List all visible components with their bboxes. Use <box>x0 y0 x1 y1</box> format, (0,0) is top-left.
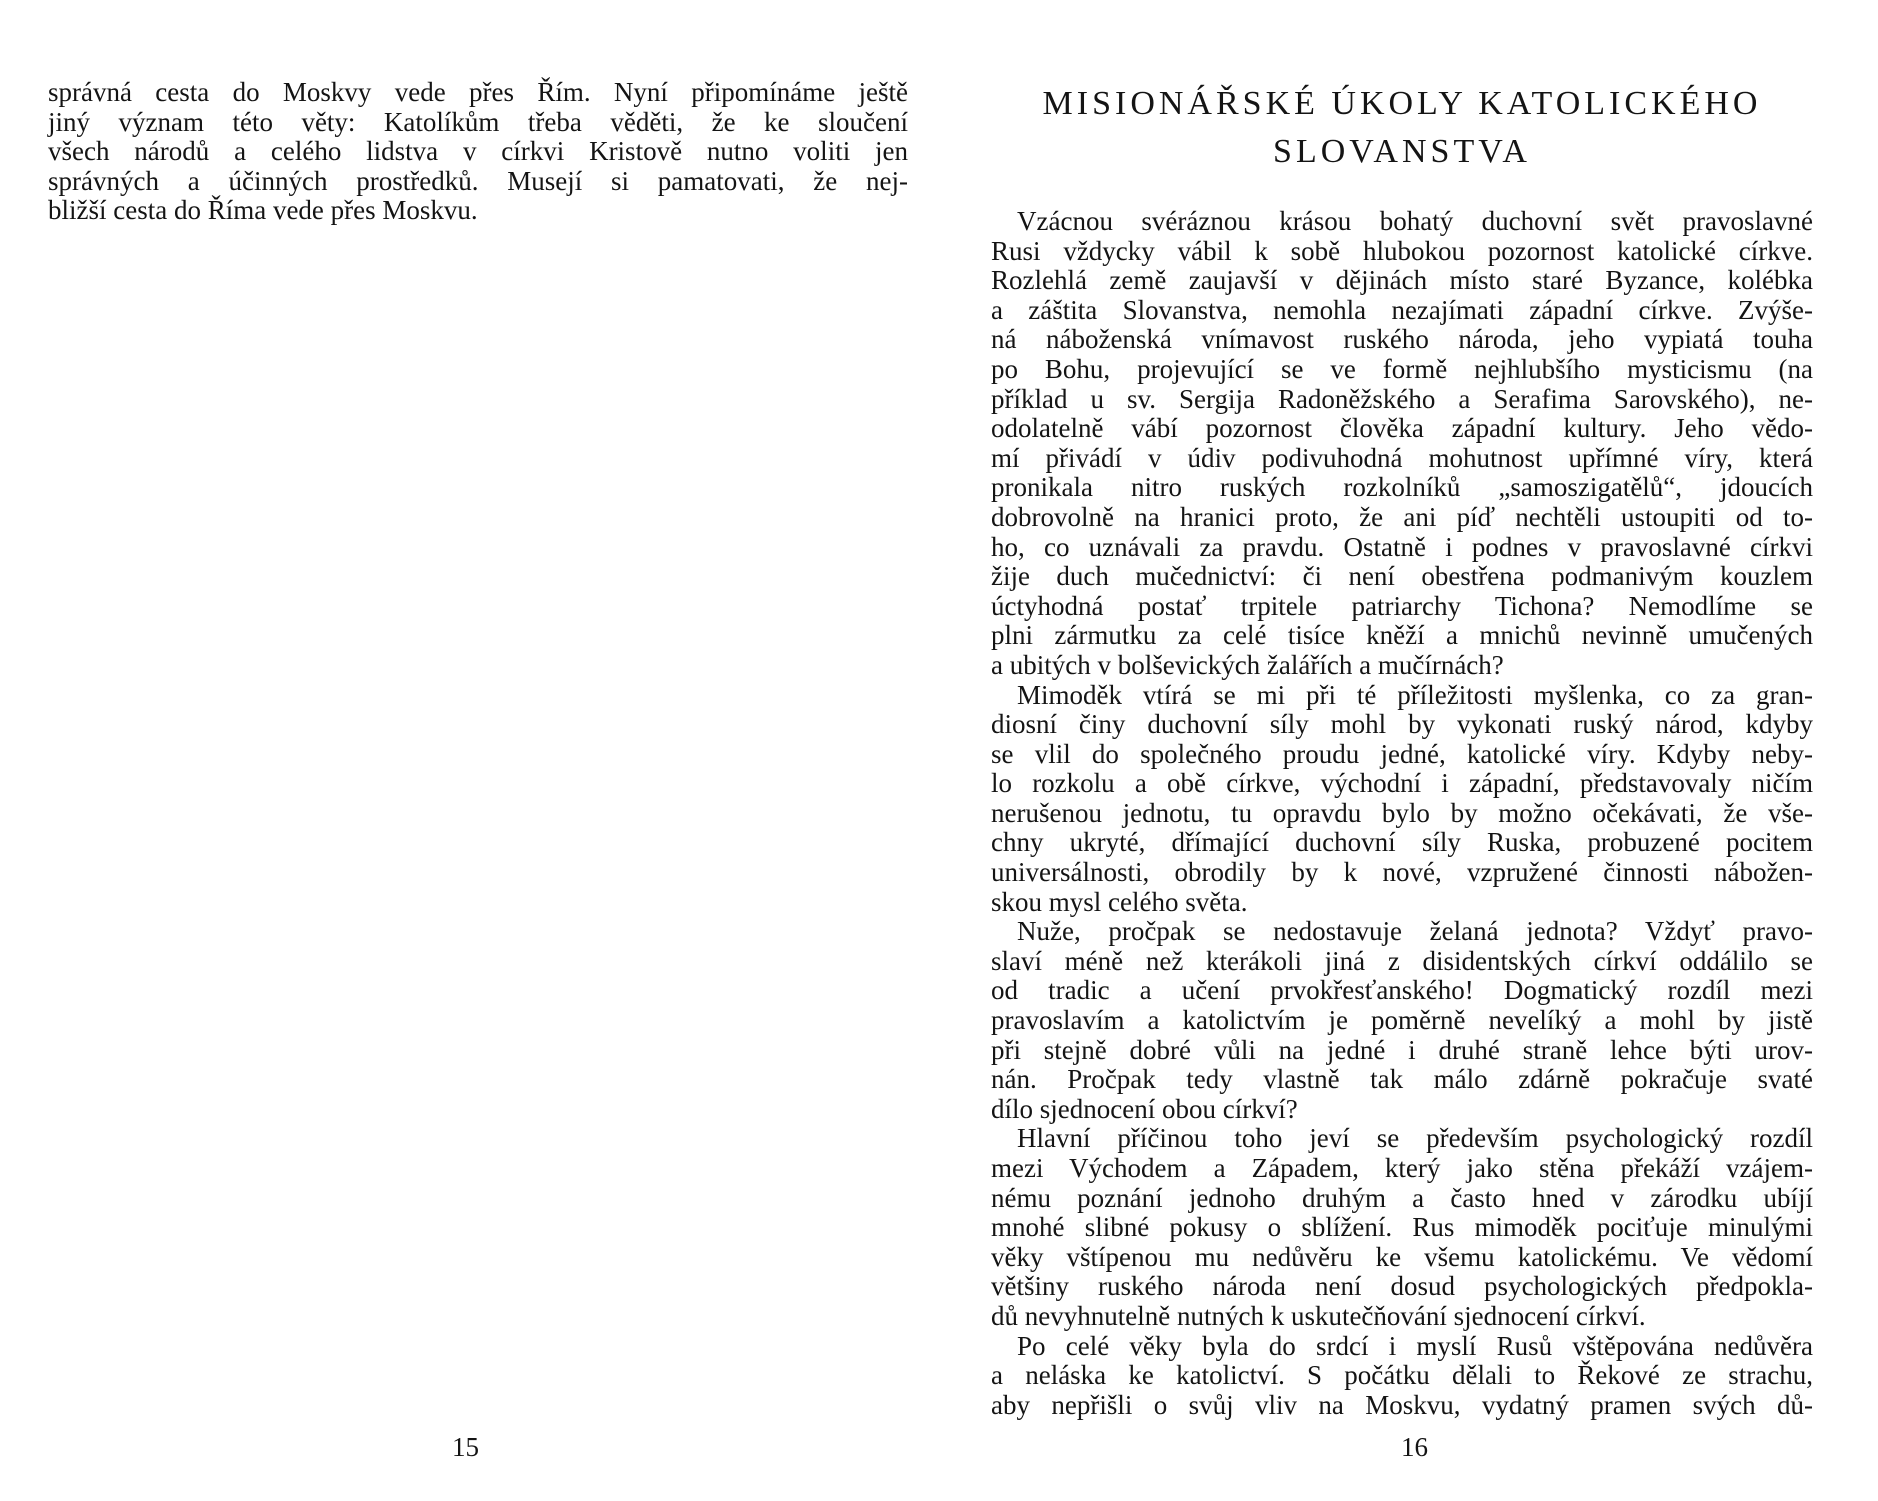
text-line: nému poznání jednoho druhým a často hned v zárodku ubíjí <box>991 1182 1813 1213</box>
text-line: universálnosti, obrodily by k nové, vzpružené činnosti nábožen- <box>991 857 1813 888</box>
text-line: příklad u sv. Sergija Radoněžského a Serafima Sarovského), ne- <box>991 383 1813 414</box>
text-line: většiny ruského národa není dosud psychologických předpokla- <box>991 1271 1813 1302</box>
right-page-text <box>991 207 1813 1420</box>
chapter-title-line: MISIONÁŘSKÉ ÚKOLY KATOLICKÉHO <box>1042 85 1762 122</box>
text-line: Po celé věky byla do srdcí i myslí Rusů vštěpována nedůvěra <box>1017 1330 1813 1361</box>
paragraph <box>991 207 1813 681</box>
text-line: Hlavní příčinou toho jeví se především psychologický rozdíl <box>1017 1123 1813 1154</box>
text-line: mnohé slibné pokusy o sblížení. Rus mimoděk pociťuje minulými <box>991 1212 1813 1243</box>
paragraph <box>991 1124 1813 1331</box>
text-line: správná cesta do Moskvy vede přes Řím. Nyní připomínáme ještě <box>48 77 908 107</box>
text-line: ná náboženská vnímavost ruského národa, jeho vypiatá touha <box>991 324 1813 355</box>
left-page-text <box>48 78 908 226</box>
text-line: věky vštípenou mu nedůvěru ke všemu katolickému. Ve vědomí <box>991 1241 1813 1272</box>
text-line: úctyhodná postať trpitele patriarchy Tichona? Nemodlíme se <box>991 590 1813 621</box>
page-number-right: 16 <box>1401 1432 1428 1462</box>
text-line: chny ukryté, dřímající duchovní síly Ruska, probuzené pocitem <box>991 827 1813 858</box>
paragraph <box>991 1332 1813 1421</box>
text-line: bližší cesta do Říma vede přes Moskvu. <box>48 195 478 226</box>
text-line: všech národů a celého lidstva v církvi Kristově nutno voliti jen <box>48 136 908 167</box>
chapter-title-line: SLOVANSTVA <box>1273 133 1531 170</box>
text-line: plni zármutku za celé tisíce kněží a mnichů nevinně umučených <box>991 620 1813 651</box>
text-line: Vzácnou svéráznou krásou bohatý duchovní svět pravoslavné <box>1017 206 1813 236</box>
text-line: dů nevyhnutelně nutných k uskutečňování sjednocení církví. <box>991 1300 1646 1331</box>
text-line: Rozlehlá země zaujavší v dějinách místo staré Byzance, kolébka <box>991 265 1813 296</box>
text-line: od tradic a učení prvokřesťanského! Dogmatický rozdíl mezi <box>991 975 1813 1006</box>
text-line: a záštita Slovanstva, nemohla nezajímati západní církve. Zvýše- <box>991 294 1813 325</box>
text-line: mí přivádí v údiv podivuhodná mohutnost upřímné víry, která <box>991 442 1813 473</box>
text-line: nán. Pročpak tedy vlastně tak málo zdárně pokračuje svaté <box>991 1064 1813 1095</box>
text-line: se vlil do společného proudu jedné, katolické víry. Kdyby neby- <box>991 738 1813 769</box>
text-line: a ubitých v bolševických žalářích a mučírnách? <box>991 649 1504 680</box>
text-line: pravoslavím a katolictvím je poměrně nevelíký a mohl by jistě <box>991 1005 1813 1036</box>
paragraph <box>991 681 1813 918</box>
text-line: při stejně dobré vůli na jedné i druhé straně lehce býti urov- <box>991 1034 1813 1065</box>
text-line: mezi Východem a Západem, který jako stěna překáží vzájem- <box>991 1153 1813 1183</box>
text-line: skou mysl celého světa. <box>991 886 1248 917</box>
text-line: pronikala nitro ruských rozkolníků „samoszigatělů“, jdoucích <box>991 472 1813 503</box>
chapter-title <box>991 80 1813 176</box>
text-line: nerušenou jednotu, tu opravdu bylo by možno očekávati, že vše- <box>991 797 1813 828</box>
text-line: lo rozkolu a obě církve, východní i západní, představovaly ničím <box>991 768 1813 799</box>
right-page <box>939 0 1878 1501</box>
text-line: správných a účinných prostředků. Musejí si pamatovati, že nej- <box>48 165 908 196</box>
text-line: diosní činy duchovní síly mohl by vykonati ruský národ, kdyby <box>991 709 1813 740</box>
text-line: slaví méně než kterákoli jiná z disidentských církví oddálilo se <box>991 945 1813 976</box>
text-line: dobrovolně na hranici proto, že ani píď nechtěli ustoupiti od to- <box>991 501 1813 532</box>
text-line: Rusi vždycky vábil k sobě hlubokou pozornost katolické církve. <box>991 235 1813 266</box>
paragraph <box>991 917 1813 1124</box>
text-line: odolatelně vábí pozornost člověka západní kultury. Jeho vědo- <box>991 413 1813 444</box>
text-line: a neláska ke katolictví. S počátku dělali to Řekové ze strachu, <box>991 1360 1813 1391</box>
text-line: žije duch mučednictví: či není obestřena podmanivým kouzlem <box>991 561 1813 592</box>
paragraph <box>48 78 908 226</box>
text-line: aby nepřišli o svůj vliv na Moskvu, vydatný pramen svých dů- <box>991 1389 1813 1420</box>
text-line: jiný význam této věty: Katolíkům třeba věděti, že ke sloučení <box>48 106 908 137</box>
text-line: ho, co uznávali za pravdu. Ostatně i podnes v pravoslavné církvi <box>991 531 1813 562</box>
text-line: Nuže, pročpak se nedostavuje želaná jednota? Vždyť pravo- <box>1017 916 1813 947</box>
text-line: dílo sjednocení obou církví? <box>991 1093 1298 1124</box>
page-number-left: 15 <box>452 1432 479 1462</box>
text-line: po Bohu, projevující se ve formě nejhlubšího mysticismu (na <box>991 353 1813 384</box>
text-line: Mimoděk vtírá se mi při té příležitosti myšlenka, co za gran- <box>1017 679 1813 710</box>
